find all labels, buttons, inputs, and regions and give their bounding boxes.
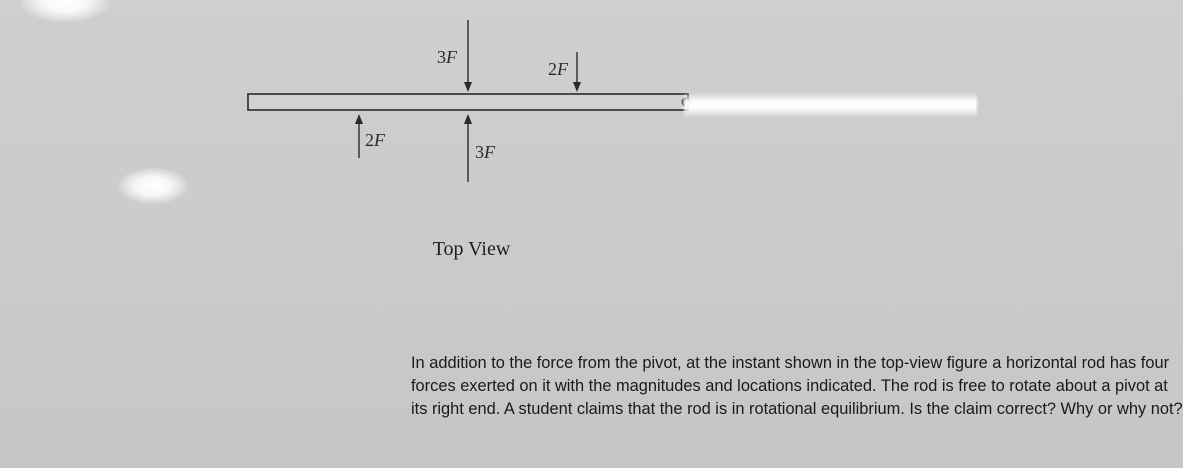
rod [248,94,688,110]
force-arrow-3f-bottom [464,114,472,182]
question-line: its right end. A student claims that the rod is in rotational equilibrium. Is the claim correct? Why or why not? [411,400,1183,418]
question-line: forces exerted on it with the magnitudes and locations indicated. The rod is free to rotate about a pivot at [411,377,1168,395]
force-arrow-2f-top [573,52,581,92]
question-text [411,352,1183,421]
force-label-2f-top: 2F [548,59,568,79]
force-label-3f-bottom: 3F [475,142,495,162]
question-line: In addition to the force from the pivot, at the instant shown in the top-view figure a horizontal rod has four [411,354,1170,372]
force-arrow-3f-top [464,20,472,92]
top-view-label: Top View [432,238,511,260]
force-arrow-2f-bottom [355,114,363,158]
screen-glare-right [684,92,977,118]
force-label-3f-top: 3F [437,47,457,67]
force-label-2f-bottom: 2F [365,130,385,150]
